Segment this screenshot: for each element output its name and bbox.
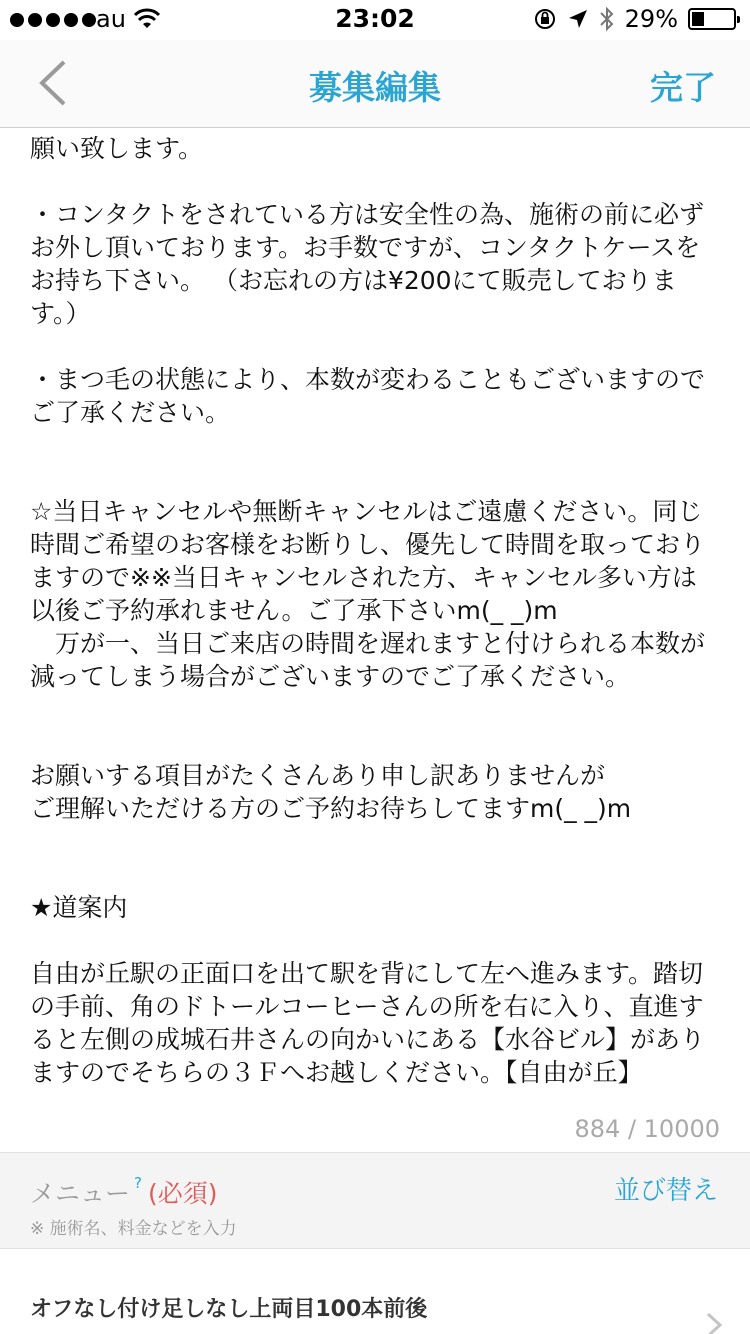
battery-percent: 29% [624, 5, 678, 33]
menu-item-name: オフなし付け足しなし上両目100本前後 [30, 1297, 428, 1322]
orientation-lock-icon [533, 7, 557, 31]
body-text-line [30, 165, 720, 198]
status-right [533, 5, 736, 33]
page-title: 募集編集 [309, 68, 441, 107]
body-text-line: 願い致します。 [30, 134, 204, 163]
body-text-line [30, 726, 720, 759]
body-text-line [30, 462, 720, 495]
battery-fill [692, 12, 704, 26]
bluetooth-icon [599, 6, 615, 32]
nav-bar [0, 40, 750, 128]
menu-label: メニュー [30, 1179, 131, 1208]
status-bar [0, 0, 750, 40]
location-arrow-icon [567, 8, 589, 30]
battery-icon [688, 8, 736, 30]
help-icon[interactable]: ? [134, 1174, 142, 1192]
body-text-line [30, 693, 720, 726]
body-text-line: ・まつ毛の状態により、本数が変わることもございますのでご了承ください。 [30, 365, 706, 427]
carrier-label: au [96, 5, 126, 33]
menu-section-header [0, 1152, 750, 1249]
body-text-line [30, 858, 720, 891]
body-text-line: ・コンタクトをされている方は安全性の為、施術の前に必ずお外し頂いております。お手数ですが、コンタクトケースをお持ち下さい。 （お忘れの方は¥200にて販売しております。） [30, 200, 705, 328]
body-text-line [30, 924, 720, 957]
body-text-line: ★道案内 [30, 893, 128, 922]
description-textarea[interactable] [30, 132, 720, 1089]
body-text-line: ご理解いただける方のご予約お待ちしてますm(_ _)m [30, 794, 632, 823]
clock: 23:02 [335, 4, 415, 33]
body-text-line: 万が一、当日ご来店の時間を遅れますと付けられる本数が減ってしまう場合がございますのでご了承ください。 [30, 629, 706, 691]
body-text-line: ☆当日キャンセルや無断キャンセルはご遠慮ください。同じ時間ご希望のお客様をお断りし、優先して時間を取っておりますので※※当日キャンセルされた方、キャンセル多い方は以後ご予約承れません。ご了承下さいm(_ _)m [30, 497, 706, 625]
body-text-line: お願いする項目がたくさんあり申し訳ありませんが [30, 761, 606, 790]
body-text-line: 自由が丘駅の正面口を出て駅を背にして左へ進みます。踏切の手前、角のドトールコーヒーさんの所を右に入り、直進すると左側の成城石井さんの向かいにある【水谷ビル】がありますのでそちらの３Ｆへお越しください。【自由が丘】 [30, 959, 706, 1087]
menu-label-group [30, 1174, 218, 1210]
chevron-right-icon [706, 1312, 722, 1334]
menu-item[interactable] [0, 1250, 750, 1334]
body-text-line [30, 429, 720, 462]
body-text-line [30, 825, 720, 858]
required-badge: (必須) [147, 1179, 218, 1208]
body-text-line [30, 330, 720, 363]
menu-hint: ※ 施術名、料金などを入力 [30, 1219, 237, 1239]
reorder-button[interactable]: 並び替え [613, 1176, 718, 1206]
done-button[interactable]: 完了 [650, 68, 716, 107]
character-counter: 884 / 10000 [574, 1115, 720, 1143]
